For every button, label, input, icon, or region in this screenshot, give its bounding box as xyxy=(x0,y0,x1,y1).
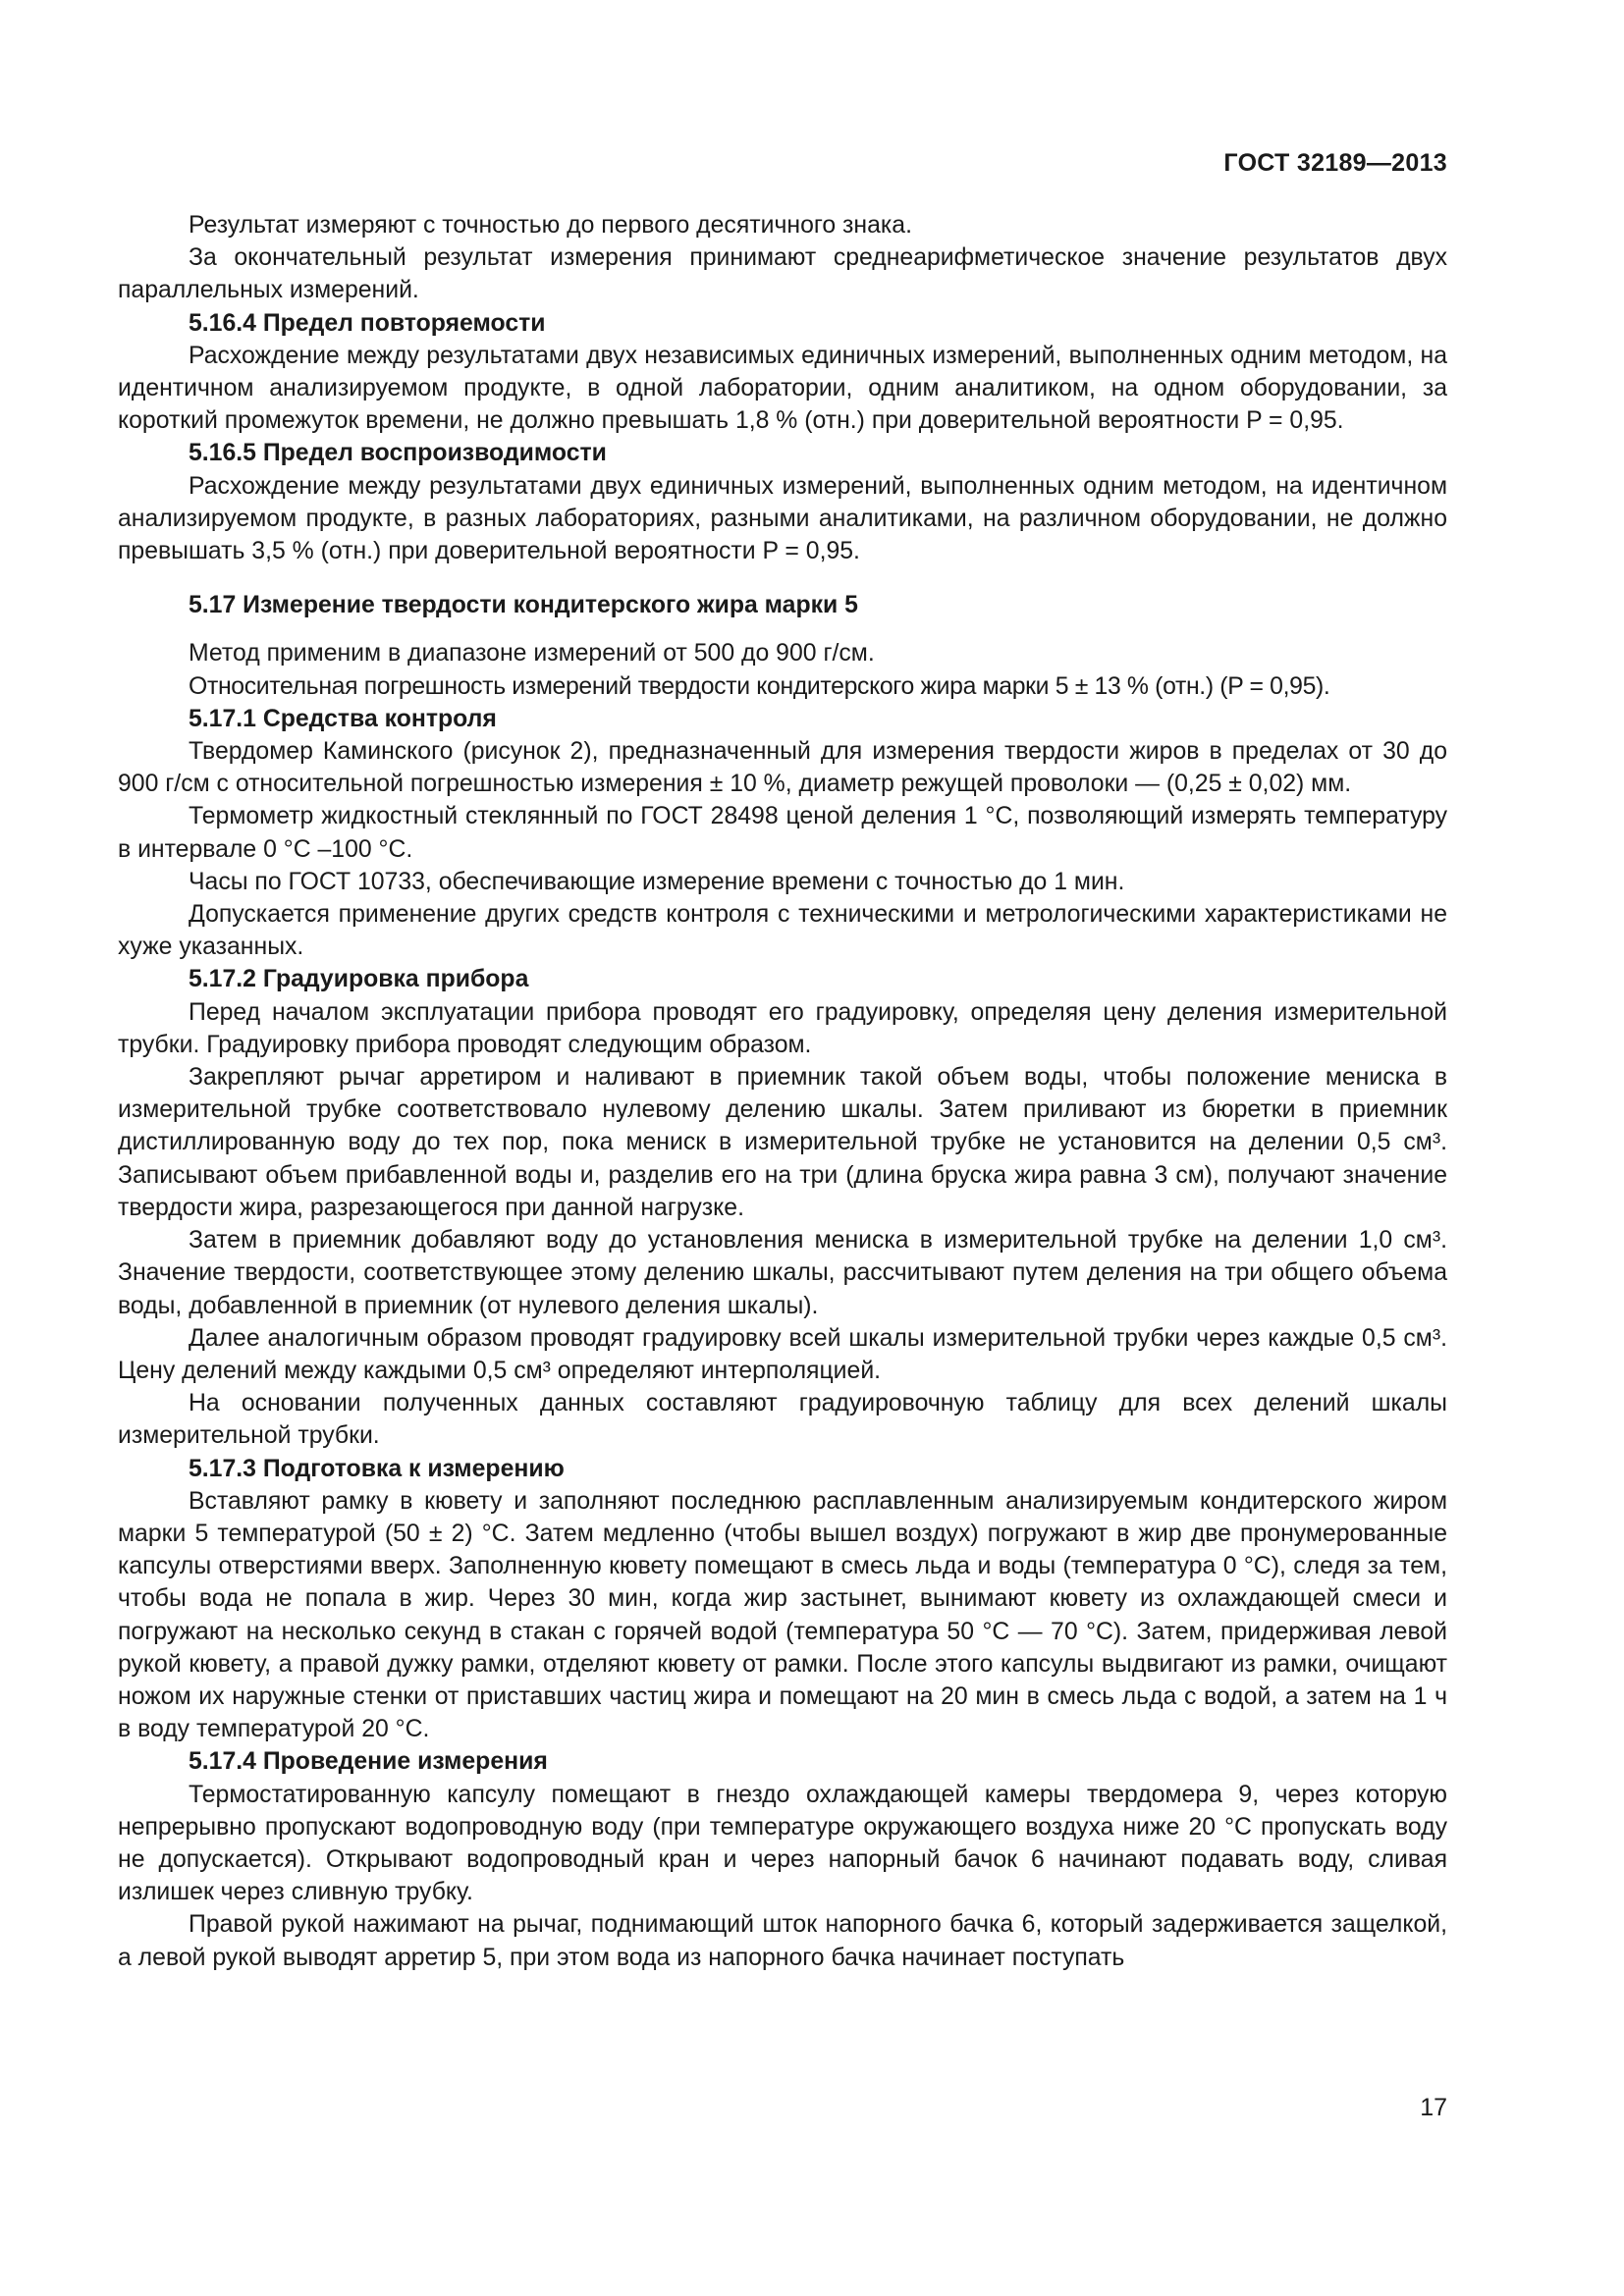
body-paragraph: Закрепляют рычаг арретиром и наливают в приемник такой объем воды, чтобы положение мениска в измерительной трубке соответствовало нулевому делению шкалы. Затем приливают из бюретки в приемник дистиллированную воду до тех пор, пока мениск в измерительной трубке не установится на делении 0,5 см³. Записывают объем прибавленной воды и, разделив его на три (длина бруска жира равна 3 см), получают значение твердости жира, разрезающегося при данной нагрузке. xyxy=(118,1064,1447,1221)
body-paragraph: Далее аналогичным образом проводят градуировку всей шкалы измерительной трубки через каждые 0,5 см³. Цену делений между каждыми 0,5 см³ определяют интерполяцией. xyxy=(118,1324,1447,1384)
section-heading-5-16-4: 5.16.4 Предел повторяемости xyxy=(189,309,546,337)
body-paragraph: Правой рукой нажимают на рычаг, поднимающий шток напорного бачка 6, который задерживается защелкой, а левой рукой выводят арретир 5, при этом вода из напорного бачка начинает поступать xyxy=(118,1911,1447,1971)
body-paragraph: За окончательный результат измерения принимают среднеарифметическое значение результатов двух параллельных измерений. xyxy=(118,244,1447,304)
section-heading-5-16-5: 5.16.5 Предел воспроизводимости xyxy=(189,440,607,467)
body-paragraph: Допускается применение других средств контроля с техническими и метрологическими характеристиками не хуже указанных. xyxy=(118,901,1447,961)
body-paragraph: Метод применим в диапазоне измерений от 500 до 900 г/см. xyxy=(189,640,875,667)
section-heading-5-17-2: 5.17.2 Градуировка прибора xyxy=(189,966,529,993)
body-paragraph: Твердомер Каминского (рисунок 2), предназначенный для измерения твердости жиров в пределах от 30 до 900 г/см с относительной погрешностью измерения ± 10 %, диаметр режущей проволоки — (0,25 ± 0,02) мм. xyxy=(118,738,1447,798)
body-paragraph: Перед началом эксплуатации прибора проводят его градуировку, определяя цену деления измерительной трубки. Градуировку прибора проводят следующим образом. xyxy=(118,998,1447,1058)
body-paragraph: Часы по ГОСТ 10733, обеспечивающие измерение времени с точностью до 1 мин. xyxy=(189,868,1125,895)
body-paragraph: Термометр жидкостный стеклянный по ГОСТ 28498 ценой деления 1 °С, позволяющий измерять температуру в интервале 0 °С –100 °С. xyxy=(118,803,1447,863)
document-code-header: ГОСТ 32189—2013 xyxy=(1223,149,1447,177)
body-paragraph: Результат измеряют с точностью до первого десятичного знака. xyxy=(189,212,912,239)
body-paragraph: Вставляют рамку в кювету и заполняют последнюю расплавленным анализируемым кондитерского жиром марки 5 температурой (50 ± 2) °С. Затем медленно (чтобы вышел воздух) погружают в жир две пронумерованные капсулы отверстиями вверх. Заполненную кювету помещают в смесь льда и воды (температура 0 °С), следя за тем, чтобы вода не попала в жир. Через 30 мин, когда жир застынет, вынимают кювету из охлаждающей смеси и погружают на несколько секунд в стакан с горячей водой (температура 50 °С — 70 °С). Затем, придерживая левой рукой кювету, а правой дужку рамки, отделяют кювету от рамки. После этого капсулы выдвигают из рамки, очищают ножом их наружные стенки от приставших частиц жира и помещают на 20 мин в смесь льда с водой, а затем на 1 ч в воду температурой 20 °С. xyxy=(118,1487,1447,1743)
section-heading-5-17-1: 5.17.1 Средства контроля xyxy=(189,705,497,732)
page-number: 17 xyxy=(1420,2094,1447,2121)
section-heading-5-17-3: 5.17.3 Подготовка к измерению xyxy=(189,1455,565,1482)
body-paragraph: Расхождение между результатами двух единичных измерений, выполненных одним методом, на идентичном анализируемом продукте, в разных лабораториях, разными аналитиками, на различном оборудовании, не должно превышать 3,5 % (отн.) при доверительной вероятности P = 0,95. xyxy=(118,472,1447,565)
body-paragraph: Расхождение между результатами двух независимых единичных измерений, выполненных одним методом, на идентичном анализируемом продукте, в одной лаборатории, одним аналитиком, на одном оборудовании, за короткий промежуток времени, не должно превышать 1,8 % (отн.) при доверительной вероятности P = 0,95. xyxy=(118,342,1447,435)
section-heading-5-17: 5.17 Измерение твердости кондитерского жира марки 5 xyxy=(189,592,858,619)
body-paragraph: Относительная погрешность измерений твердости кондитерского жира марки 5 ± 13 % (отн.) (P = 0,95). xyxy=(189,672,1330,700)
body-paragraph: Затем в приемник добавляют воду до установления мениска в измерительной трубке на делении 1,0 см³. Значение твердости, соответствующее этому делению шкалы, рассчитывают путем деления на три общего объема воды, добавленной в приемник (от нулевого деления шкалы). xyxy=(118,1227,1447,1319)
document-body xyxy=(118,209,1447,1974)
body-paragraph: На основании полученных данных составляют градуировочную таблицу для всех делений шкалы измерительной трубки. xyxy=(118,1390,1447,1450)
body-paragraph: Термостатированную капсулу помещают в гнездо охлаждающей камеры твердомера 9, через которую непрерывно пропускают водопроводную воду (при температуре окружающего воздуха ниже 20 °С пропускать воду не допускается). Открывают водопроводный кран и через напорный бачок 6 начинают подавать воду, сливая излишек через сливную трубку. xyxy=(118,1781,1447,1906)
section-heading-5-17-4: 5.17.4 Проведение измерения xyxy=(189,1748,548,1776)
